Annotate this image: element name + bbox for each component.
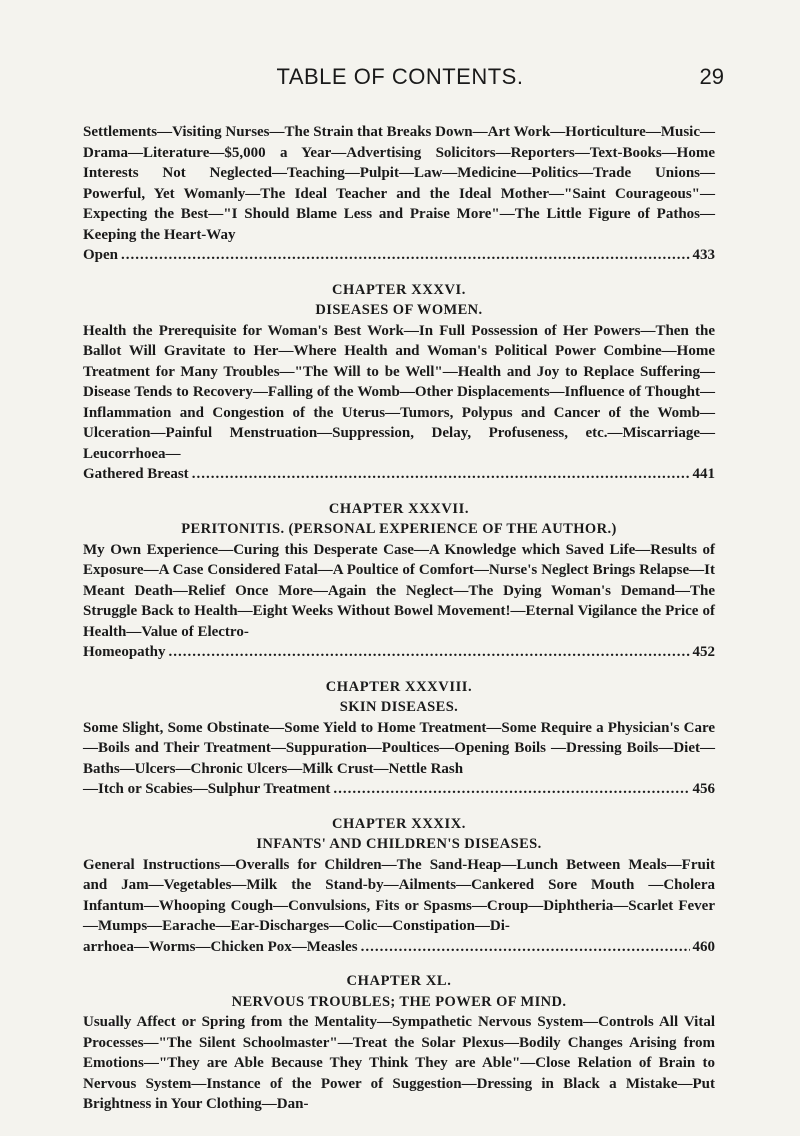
chapter-number: CHAPTER XXXVI. — [331, 281, 467, 298]
chapter-heading — [83, 499, 715, 540]
chapter-number: CHAPTER XL. — [346, 973, 452, 989]
dot-leader — [361, 937, 690, 958]
chapter-heading — [83, 971, 715, 1012]
chapter-title: DISEASES OF WOMEN. — [315, 302, 483, 318]
toc-entry — [83, 718, 715, 800]
page-number: 29 — [699, 64, 724, 89]
toc-content — [83, 122, 715, 1115]
running-header — [80, 64, 724, 94]
entry-page-number: 460 — [692, 938, 715, 955]
entry-description: Settlements—Visiting Nurses—The Strain that Breaks Down—Art Work—Horticulture—Music—Drama—Literature—$5,000 a Year—Advertising Solicitors—Reporters—Text-Books—Home Interests Not Neglected—Teaching—Pulpit—Law—Medicine—Politics—Trade Unions—Powerful, Yet Womanly—The Ideal Teacher and the Ideal Mother—"Saint Courageous"—Expecting the Best—"I Should Blame Less and Praise More"—The Little Figure of Pathos—Keeping the Heart-Way — [83, 124, 715, 243]
chapter-title: NERVOUS TROUBLES; THE POWER OF MIND. — [231, 993, 567, 1010]
entry-description: Some Slight, Some Obstinate—Some Yield to Home Treatment—Some Require a Physician's Care—Boils and Their Treatment—Suppuration—Poultices—Opening Boils —Dressing Boils—Diet—Baths—Ulcers—Chronic Ulcers—Milk Crust—Nettle Rash — [83, 719, 715, 777]
entry-last-words: arrhoea—Worms—Chicken Pox—Measles — [83, 938, 358, 955]
chapter-title: PERITONITIS. (PERSONAL EXPERIENCE OF THE AUTHOR.) — [181, 521, 617, 537]
entry-last-words: Open — [83, 247, 119, 263]
entry-last-words: Homeopathy — [83, 644, 166, 660]
entry-description: Usually Affect or Spring from the Mentality—Sympathetic Nervous System—Controls All Vital Processes—"The Silent Schoolmaster"—Treat the Solar Plexus—Bodily Changes Arising from Emotions—"They are Able Because They Think They are Able"—Close Relation of Brain to Nervous System—Instance of the Power of Suggestion—Dressing in Black a Mistake—Put Brightness in Your Clothing—Dan- — [83, 1014, 715, 1112]
dot-leader — [192, 464, 690, 485]
entry-page-number: 441 — [692, 466, 715, 482]
chapter-heading — [83, 814, 715, 855]
entry-description: Health the Prerequisite for Woman's Best Work—In Full Possession of Her Powers—Then the Ballot Will Gravitate to Her—Where Health and Woman's Political Power Combine—Home Treatment for Many Troubles—"The Will to be Well"—Health and Joy to Replace Suffering—Disease Tends to Recovery—Falling of the Womb—Other Displacements—Influence of Thought—Inflammation and Congestion of the Uterus—Tumors, Polypus and Cancer of the Womb—Ulceration—Painful Menstruation—Suppression, Delay, Profuseness, etc.—Miscarriage—Leucorrhoea— — [83, 322, 715, 462]
leader-line — [83, 937, 715, 958]
toc-entry — [83, 321, 715, 485]
chapter-title: INFANTS' AND CHILDREN'S DISEASES. — [256, 836, 542, 852]
dot-leader — [121, 245, 689, 266]
chapter-number: CHAPTER XXXIX. — [331, 815, 467, 832]
entry-page-number: 456 — [692, 781, 715, 797]
entry-page-number: 452 — [692, 644, 715, 660]
dot-leader — [333, 779, 689, 800]
entry-description: My Own Experience—Curing this Desperate Case—A Knowledge which Saved Life—Results of Exposure—A Case Considered Fatal—A Poultice of Comfort—Nurse's Neglect Brings Relapse—It Meant Death—Relief Once More—Again the Neglect—The Dying Woman's Demand—The Struggle Back to Health—Eight Weeks Without Bowel Movement!—Eternal Vigilance the Price of Health—Value of Electro- — [83, 541, 715, 640]
entry-last-words: —Itch or Scabies—Sulphur Treatment — [83, 781, 331, 797]
dot-leader — [169, 642, 690, 663]
toc-entry — [83, 540, 715, 663]
leader-line — [83, 779, 715, 800]
toc-entry-continuation — [83, 122, 715, 266]
chapter-number: CHAPTER XXXVIII. — [325, 678, 473, 695]
page-title: TABLE OF CONTENTS. — [276, 64, 524, 89]
leader-line — [83, 642, 715, 663]
chapter-number: CHAPTER XXXVII. — [328, 500, 470, 517]
entry-description: General Instructions—Overalls for Children—The Sand-Heap—Lunch Between Meals—Fruit and Jam—Vegetables—Milk the Stand-by—Ailments—Cankered Sore Mouth —Cholera Infantum—Whooping Cough—Convulsions, Fits or Spasms—Croup—Diphtheria—Scarlet Fever—Mumps—Earache—Ear-Discharges—Colic—Constipation—Di- — [83, 856, 715, 934]
entry-page-number: 433 — [692, 247, 715, 263]
chapter-heading — [83, 280, 715, 321]
toc-entry — [83, 855, 715, 958]
entry-last-words: Gathered Breast — [83, 466, 189, 482]
toc-entry — [83, 1012, 715, 1115]
chapter-heading — [83, 677, 715, 718]
leader-line — [83, 464, 715, 485]
chapter-title: SKIN DISEASES. — [339, 699, 459, 715]
leader-line — [83, 245, 715, 266]
